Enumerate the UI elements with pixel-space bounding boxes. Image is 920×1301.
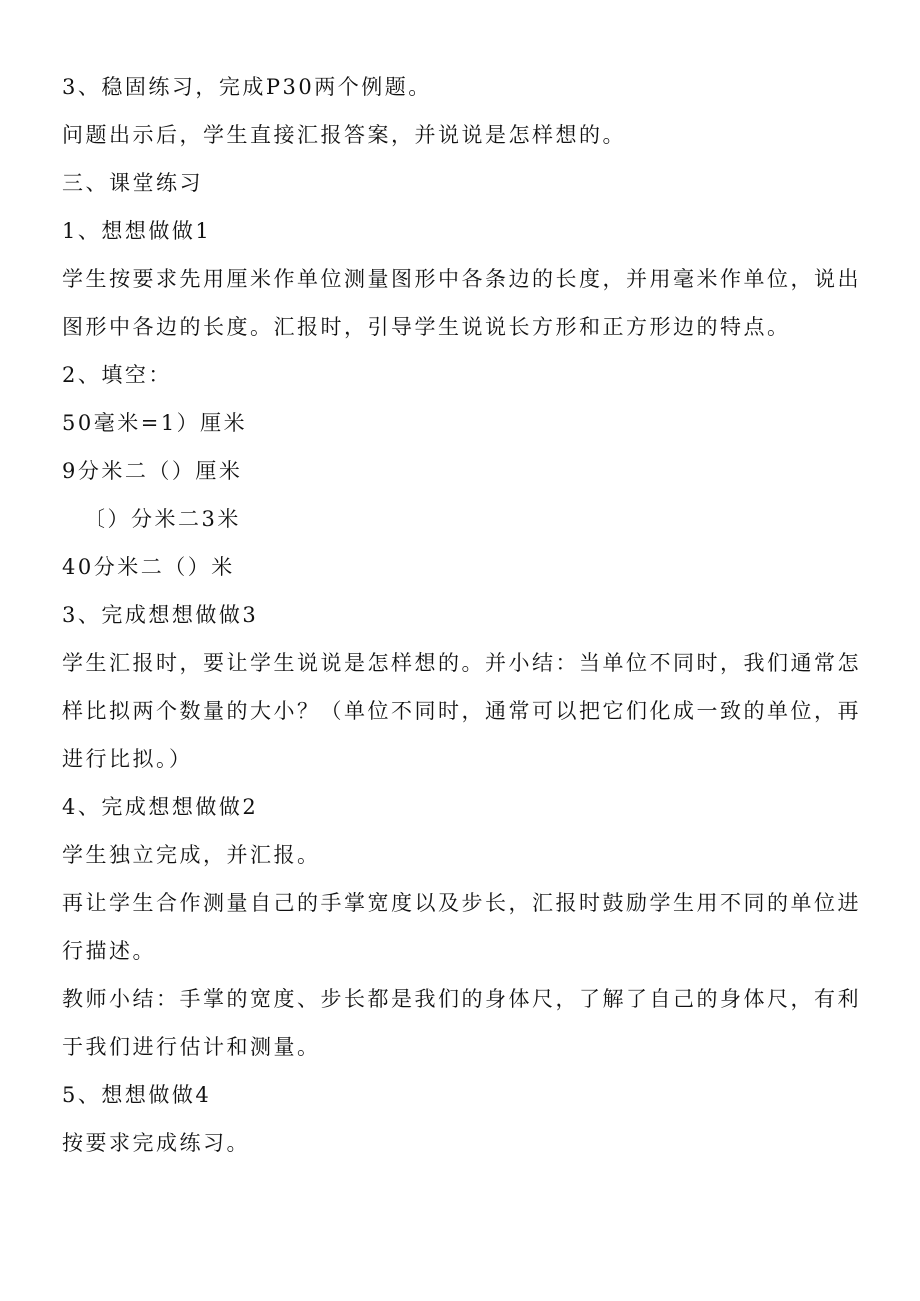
text-line: 样比拟两个数量的大小？（单位不同时，通常可以把它们化成一致的单位，再 xyxy=(62,699,861,723)
text-line: 2、填空： xyxy=(62,363,172,387)
text-line: 进行比拟。） xyxy=(62,747,193,771)
text-line: 3、稳固练习，完成P30两个例题。 xyxy=(62,75,432,99)
text-line: 学生按要求先用厘米作单位测量图形中各条边的长度，并用毫米作单位，说出 xyxy=(62,267,861,291)
text-line: 5、想想做做4 xyxy=(62,1083,212,1107)
section-heading: 三、课堂练习 xyxy=(62,171,203,195)
text-line: 4、完成想想做做2 xyxy=(62,795,259,819)
text-line: 9分米二（）厘米 xyxy=(62,459,243,483)
text-line: 再让学生合作测量自己的手掌宽度以及步长，汇报时鼓励学生用不同的单位进 xyxy=(62,891,861,915)
text-line: 行描述。 xyxy=(62,939,156,963)
text-line: 学生汇报时，要让学生说说是怎样想的。并小结：当单位不同时，我们通常怎 xyxy=(62,651,861,675)
text-line: 于我们进行估计和测量。 xyxy=(62,1035,321,1059)
text-line: 50毫米=1）厘米 xyxy=(62,411,248,435)
text-line: 〔）分米二3米 xyxy=(84,507,241,531)
text-line: 按要求完成练习。 xyxy=(62,1131,250,1155)
text-line: 40分米二（）米 xyxy=(62,555,235,579)
text-line: 图形中各边的长度。汇报时，引导学生说说长方形和正方形边的特点。 xyxy=(62,315,791,339)
text-line: 教师小结：手掌的宽度、步长都是我们的身体尺，了解了自己的身体尺，有利 xyxy=(62,987,861,1011)
text-line: 1、想想做做1 xyxy=(62,219,212,243)
text-line: 学生独立完成，并汇报。 xyxy=(62,843,321,867)
text-line: 3、完成想想做做3 xyxy=(62,603,259,627)
text-line: 问题出示后，学生直接汇报答案，并说说是怎样想的。 xyxy=(62,123,626,147)
